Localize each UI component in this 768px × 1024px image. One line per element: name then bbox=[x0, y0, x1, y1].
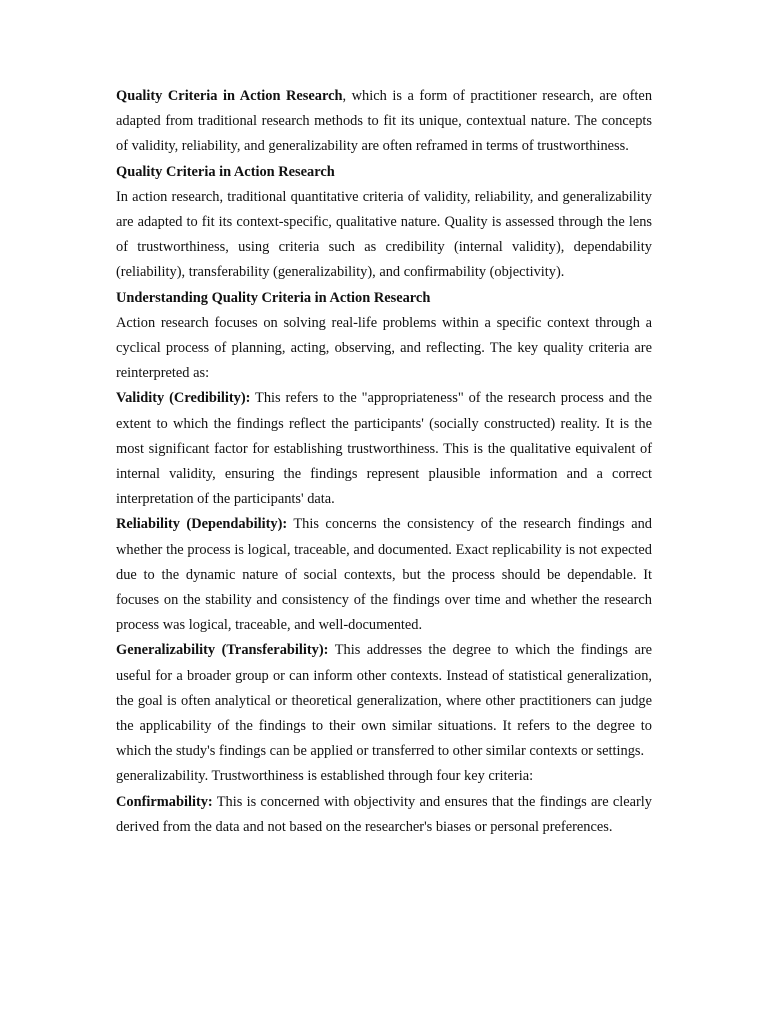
intro-lead: Quality Criteria in Action Research bbox=[116, 88, 343, 104]
confirmability-text: This is concerned with objectivity and ensures that the findings are clearly derived from the data and not based on the researcher's biases or personal preferences. bbox=[116, 793, 652, 835]
reliability-text: This concerns the consistency of the research findings and whether the process is logical, traceable, and documented. Exact replicability is not expected due to the dynamic nature of social contexts, but the process should be dependable. It focuses on the stability and consistency of the findings over time and whether the research process was logical, traceable, and well-documented. bbox=[116, 516, 652, 634]
paragraph-fragment: generalizability. Trustworthiness is established through four key criteria: bbox=[116, 768, 534, 785]
confirmability-lead: Confirmability: bbox=[116, 793, 213, 810]
section-heading-quality-criteria: Quality Criteria in Action Research bbox=[116, 163, 335, 180]
document-page bbox=[116, 84, 652, 840]
section-heading-understanding: Understanding Quality Criteria in Action Research bbox=[116, 289, 431, 306]
intro-paragraph bbox=[116, 84, 652, 160]
generalizability-text: This addresses the degree to which the findings are useful for a broader group or can inform other contexts. Instead of statistical generalization, the goal is often analytical or theoretical generalization, where other practitioners can judge the applicability of the findings to their own similar situations. It refers to the degree to which the study's findings can be applied or transferred to other similar contexts or settings. bbox=[116, 642, 653, 760]
validity-lead: Validity (Credibility): bbox=[116, 390, 251, 407]
paragraph-reliability bbox=[116, 512, 652, 638]
reliability-lead: Reliability (Dependability): bbox=[116, 516, 288, 533]
paragraph-validity bbox=[116, 386, 652, 512]
validity-text: This refers to the "appropriateness" of the research process and the extent to which the findings reflect the participants' (socially constructed) reality. It is the most significant factor for establishing trustworthiness. This is the qualitative equivalent of internal validity, ensuring the findings represent plausible information and a correct interpretation of the participants' data. bbox=[116, 390, 652, 508]
paragraph-generalizability bbox=[116, 638, 652, 764]
paragraph-action-research-focus: Action research focuses on solving real-life problems within a specific context through a cyclical process of planning, acting, observing, and reflecting. The key quality criteria are reinterpreted as: bbox=[116, 314, 652, 382]
paragraph-traditional-criteria: In action research, traditional quantitative criteria of validity, reliability, and generalizability are adapted to fit its context-specific, qualitative nature. Quality is assessed through the lens of trustworthiness, using criteria such as credibility (internal validity), dependability (reliability), transferability (generalizability), and confirmability (objectivity). bbox=[116, 188, 652, 281]
generalizability-lead: Generalizability (Transferability): bbox=[116, 642, 329, 659]
paragraph-confirmability bbox=[116, 790, 652, 840]
intro-text: , which is a form of practitioner research, are often adapted from traditional research methods to fit its unique, contextual nature. The concepts of validity, reliability, and generalizability are often reframed in terms of trustworthiness. bbox=[116, 88, 653, 155]
